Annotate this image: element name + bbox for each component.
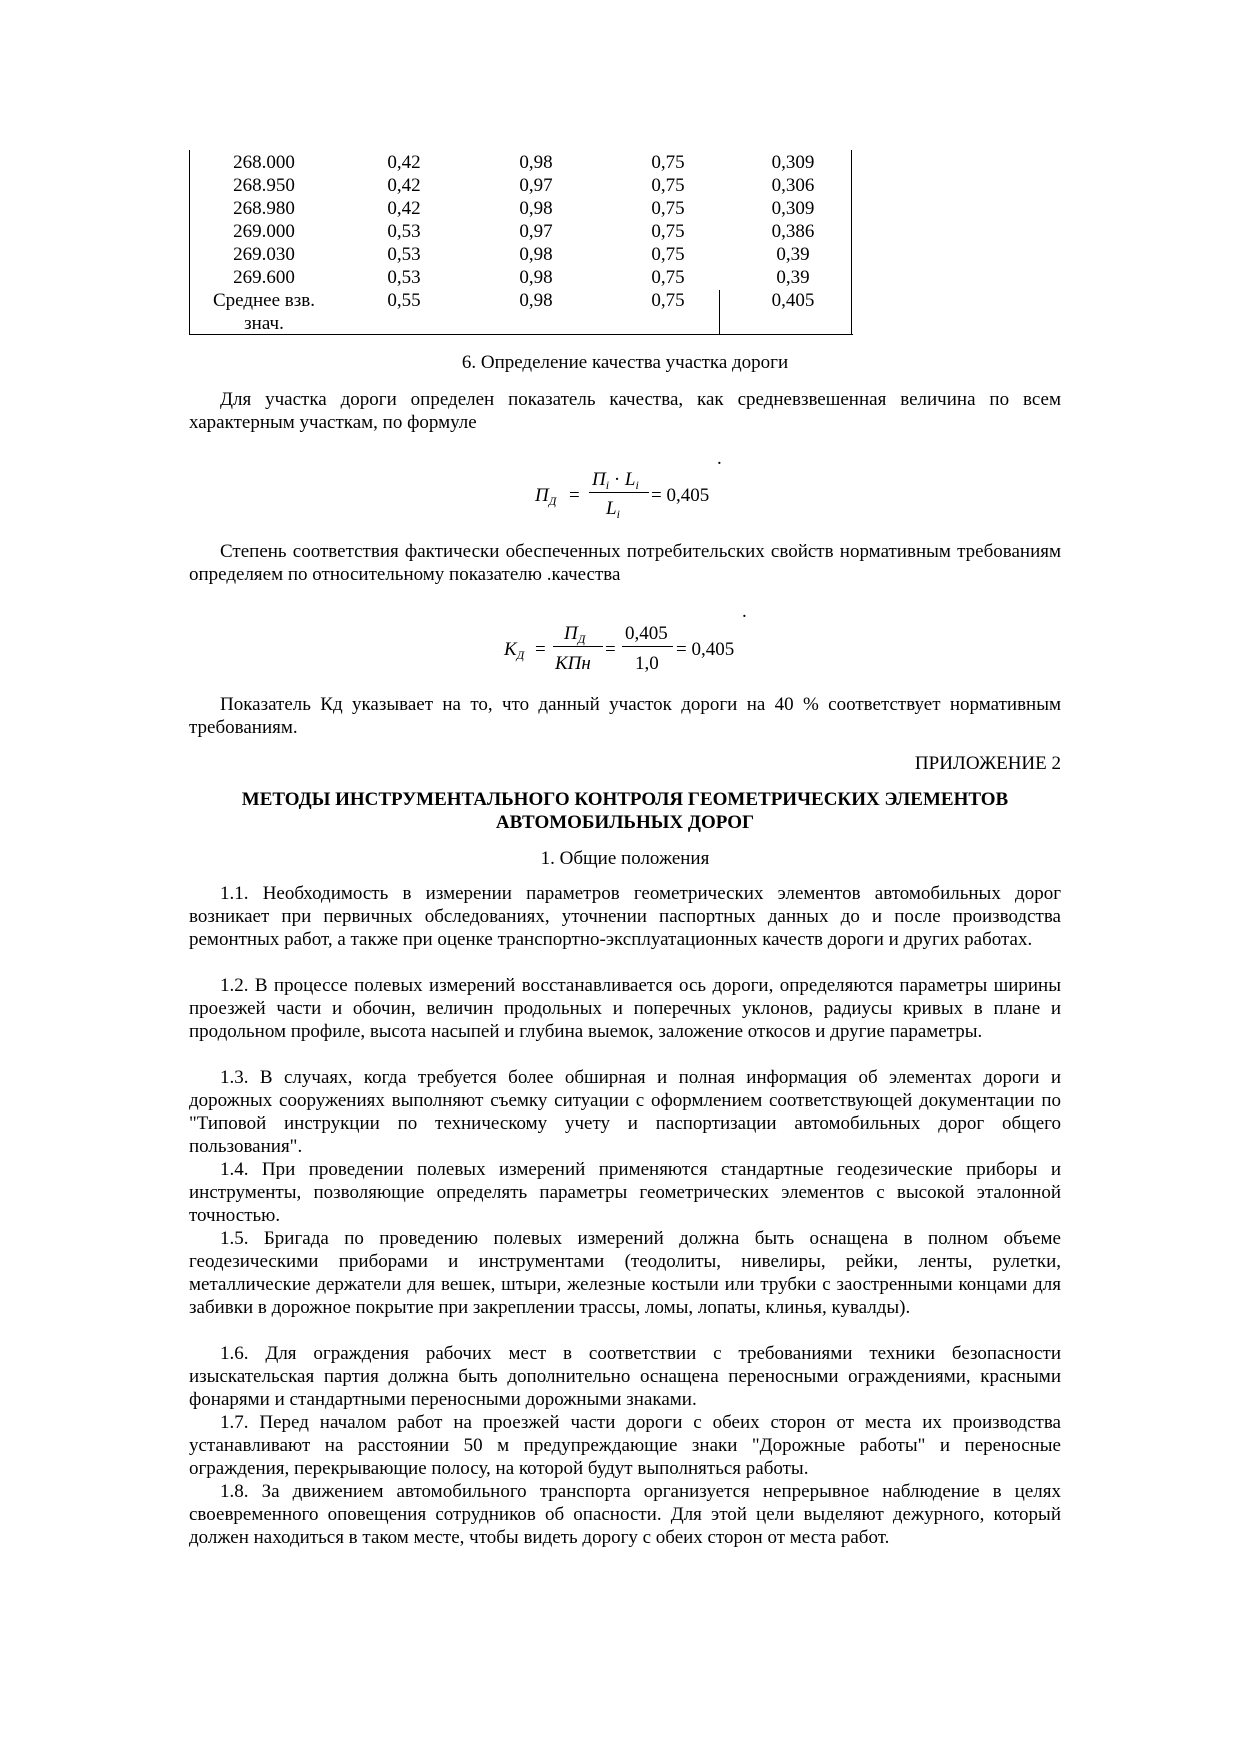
table-cell: 0,53 (387, 267, 421, 288)
table-cell: 268.950 (233, 175, 295, 196)
formula-lhs (504, 638, 524, 663)
formula-denominator (606, 497, 620, 522)
table-cell: 0,98 (519, 290, 553, 311)
list-item-text: 1.1. Необходимость в измерении параметров геометрических элементов автомобильных дорог возникает при первичных обследованиях, уточнении паспортных данных до и после производства ремонтных работ, а также при оценке транспортно-эксплуатационных качеств дороги и других работах. (189, 883, 1061, 950)
list-item (189, 1227, 1061, 1319)
table-cell: 0,97 (519, 221, 553, 242)
table-cell: 0,53 (387, 221, 421, 242)
table-row (190, 197, 853, 220)
formula-equals: = (535, 639, 546, 660)
formula-equals: = (569, 485, 580, 506)
formula-symbol: П (535, 485, 549, 506)
formula-subscript: i (605, 478, 610, 492)
formula-symbol: П (564, 623, 578, 644)
formula-subscript: i (616, 507, 620, 521)
list-item-text: 1.5. Бригада по проведению полевых измерений должна быть оснащена в полном объеме геодезическими приборами и инструментами (теодолиты, нивелиры, рейки, ленты, рулетки, металлические держатели для вешек, штыри, железные костыли или трубки с заостренными концами для забивки в дорожное покрытие при закреплении трассы, ломы, лопаты, клинья, кувалды). (189, 1228, 1061, 1318)
table-cell: 0,42 (387, 175, 421, 196)
table-cell: 0,98 (519, 198, 553, 219)
appendix-label: ПРИЛОЖЕНИЕ 2 (914, 753, 1061, 774)
formula-numerator (592, 468, 639, 493)
table-row (190, 151, 853, 174)
formula-denominator-value: 1,0 (635, 653, 659, 674)
table-cell: 0,98 (519, 267, 553, 288)
list-item-text: 1.2. В процессе полевых измерений восстанавливается ось дороги, определяются параметры ширины проезжей части и обочин, величин продольных и поперечных уклонов, радиусы кривых в плане и продольном профиле, высота насыпей и глубина выемок, заложение откосов и другие параметры. (189, 975, 1061, 1042)
paragraph-text: Степень соответствия фактически обеспеченных потребительских свойств нормативным требованиям определяем по относительному показателю .качества (189, 541, 1061, 585)
table-cell: 0,75 (651, 221, 685, 242)
fraction-bar (622, 646, 673, 647)
table-cell: 0,309 (771, 152, 815, 173)
formula-equals: = (605, 639, 616, 660)
table-cell: 269.030 (233, 244, 295, 265)
table-cell: 269.600 (233, 267, 295, 288)
formula-symbol: L (606, 498, 617, 519)
table-row (190, 174, 853, 197)
formula-dot: . (717, 448, 722, 469)
table-cell: 0,309 (771, 198, 815, 219)
table-cell: 268.980 (233, 198, 295, 219)
list-item (189, 974, 1061, 1043)
table-cell: 0,39 (776, 267, 810, 288)
table-cell: 0,386 (771, 221, 815, 242)
formula-symbol: L (624, 469, 636, 490)
appendix-title-line: МЕТОДЫ ИНСТРУМЕНТАЛЬНОГО КОНТРОЛЯ ГЕОМЕТРИЧЕСКИХ ЭЛЕМЕНТОВ (241, 789, 1009, 810)
list-item-text: 1.7. Перед началом работ на проезжей части дороги с обеих сторон от места их производства устанавливают на расстоянии 50 м предупреждающие знаки "Дорожные работы" и переносные ограждения, перекрывающие полосу, на которой будут выполняться работы. (189, 1412, 1061, 1479)
formula-symbol: К (504, 639, 517, 660)
paragraph (189, 693, 1061, 739)
paragraph (189, 388, 1061, 434)
table-cell: 0,39 (776, 244, 810, 265)
section-heading: 6. Определение качества участка дороги (461, 352, 789, 373)
table-cell: 268.000 (233, 152, 295, 173)
table-cell: 0,98 (519, 244, 553, 265)
formula-subscript: Д (548, 494, 557, 508)
list-item-text: 1.3. В случаях, когда требуется более обширная и полная информация об элементах дороги и дорожных сооружениях выполняют съемку ситуации с оформлением соответствующей документации по "Типовой инструкции по техническому учету и паспортизации автомобильных дорог общего пользования". (189, 1067, 1061, 1157)
formula-subscript: i (635, 478, 639, 492)
formula-subscript: Д (516, 648, 525, 662)
formula-lhs (535, 484, 556, 509)
formula-dot: . (742, 601, 747, 622)
formula-operator: · (613, 469, 621, 490)
formula-numerator-value: 0,405 (625, 623, 668, 644)
formula-symbol: П (592, 469, 606, 490)
table-cell: 269.000 (233, 221, 295, 242)
paragraph (189, 540, 1061, 586)
formula-result: = 0,405 (651, 485, 710, 506)
appendix-title-line: АВТОМОБИЛЬНЫХ ДОРОГ (495, 812, 755, 833)
table-cell: 0,42 (387, 198, 421, 219)
appendix-title (189, 788, 1061, 834)
table-row (190, 312, 853, 335)
fraction-bar (589, 492, 649, 493)
list-item (189, 882, 1061, 951)
table-cell: Среднее взв. (212, 290, 315, 311)
table-cell: 0,55 (387, 290, 421, 311)
table-row (190, 220, 853, 243)
list-item (189, 1066, 1061, 1158)
table-cell: 0,42 (387, 152, 421, 173)
table-row (190, 289, 853, 312)
values-table (189, 150, 853, 335)
formula-denominator: КПн (555, 653, 591, 674)
paragraph-text: Показатель Кд указывает на то, что данный участок дороги на 40 % соответствует нормативным требованиям. (189, 694, 1061, 738)
table-cell: 0,306 (771, 175, 815, 196)
table-cell: знач. (244, 313, 284, 334)
table-cell: 0,53 (387, 244, 421, 265)
table-cell: 0,75 (651, 198, 685, 219)
list-item (189, 1411, 1061, 1480)
table-row (190, 266, 853, 289)
formula-numerator (564, 622, 585, 647)
table-cell: 0,98 (519, 152, 553, 173)
fraction-bar (553, 646, 603, 647)
table-row (190, 243, 853, 266)
list-item-text: 1.8. За движением автомобильного транспорта организуется непрерывное наблюдение в целях своевременного оповещения сотрудников об опасности. Для этой цели выделяют дежурного, который должен находиться в таком месте, чтобы видеть дорогу с обеих сторон от места работ. (189, 1481, 1061, 1548)
list-item (189, 1480, 1061, 1549)
list-item-text: 1.4. При проведении полевых измерений применяются стандартные геодезические приборы и инструменты, позволяющие определять параметры геометрических элементов с высокой эталонной точностью. (189, 1159, 1061, 1226)
table-cell: 0,97 (519, 175, 553, 196)
table-cell: 0,75 (651, 175, 685, 196)
table-cell: 0,75 (651, 267, 685, 288)
list-item-text: 1.6. Для ограждения рабочих мест в соответствии с требованиями техники безопасности изыскательская партия должна быть дополнительно оснащена переносными ограждениями, красными фонарями и стандартными переносными дорожными знаками. (189, 1343, 1061, 1410)
paragraph-text: Для участка дороги определен показатель качества, как средневзвешенная величина по всем характерным участкам, по формуле (189, 389, 1061, 433)
list-item (189, 1342, 1061, 1411)
formula-result: = 0,405 (676, 639, 735, 660)
table-cell: 0,75 (651, 290, 685, 311)
subsection-heading: 1. Общие положения (540, 848, 710, 869)
table-cell: 0,405 (771, 290, 815, 311)
list-item (189, 1158, 1061, 1227)
formula-subscript: Д (577, 632, 586, 646)
table-cell: 0,75 (651, 152, 685, 173)
table-cell: 0,75 (651, 244, 685, 265)
